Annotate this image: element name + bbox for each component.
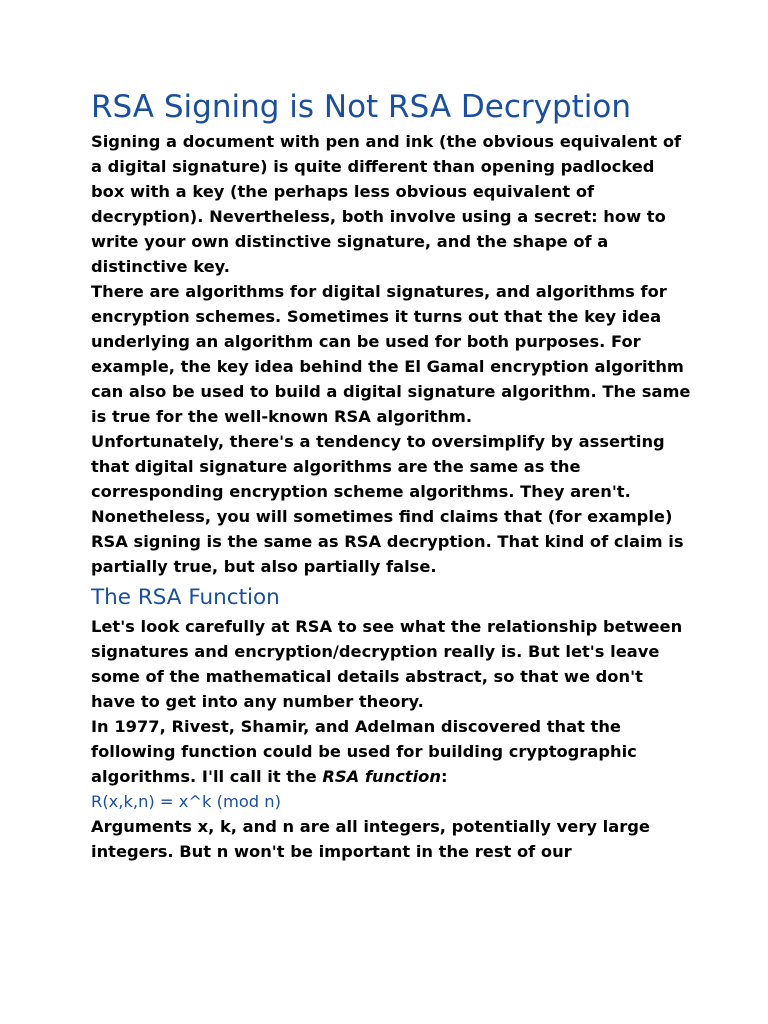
section-paragraph-3: Arguments x, k, and n are all integers, potentially very large integers. But n won't be important in the rest of our — [91, 817, 650, 861]
section-paragraph-2-text: In 1977, Rivest, Shamir, and Adelman discovered that the following function could be used for building cryptographic algorithms. I'll call it the — [91, 717, 637, 786]
intro-paragraph-1: Signing a document with pen and ink (the obvious equivalent of a digital signature) is quite different than opening padlocked box with a key (the perhaps less obvious equivalent of decryption). Nevertheless, both involve using a secret: how to write your own distinctive signature, and the shape of a distinctive key. — [91, 132, 682, 276]
document-page — [91, 88, 691, 864]
section-heading: The RSA Function — [91, 585, 280, 610]
section-paragraph-1: Let's look carefully at RSA to see what the relationship between signatures and encryption/decryption really is. But let's leave some of the mathematical details abstract, so that we don't have to get into any number theory. — [91, 617, 683, 711]
intro-paragraph-2: There are algorithms for digital signatures, and algorithms for encryption schemes. Sometimes it turns out that the key idea underlying an algorithm can be used for both purposes. For example, the key idea behind the El Gamal encryption algorithm can also be used to build a digital signature algorithm. The same is true for the well-known RSA algorithm. — [91, 282, 691, 426]
rsa-function-term: RSA function — [322, 767, 441, 786]
rsa-formula: R(x,k,n) = x^k (mod n) — [91, 792, 281, 811]
intro-paragraph-3: Unfortunately, there's a tendency to oversimplify by asserting that digital signature algorithms are the same as the corresponding encryption scheme algorithms. They aren't. Nonetheless, you will sometimes find claims that (for example) RSA signing is the same as RSA decryption. That kind of claim is partially true, but also partially false. — [91, 432, 684, 576]
section-paragraph-2-tail: : — [440, 767, 448, 786]
document-title: RSA Signing is Not RSA Decryption — [91, 89, 632, 125]
section-paragraph-2 — [91, 714, 691, 789]
